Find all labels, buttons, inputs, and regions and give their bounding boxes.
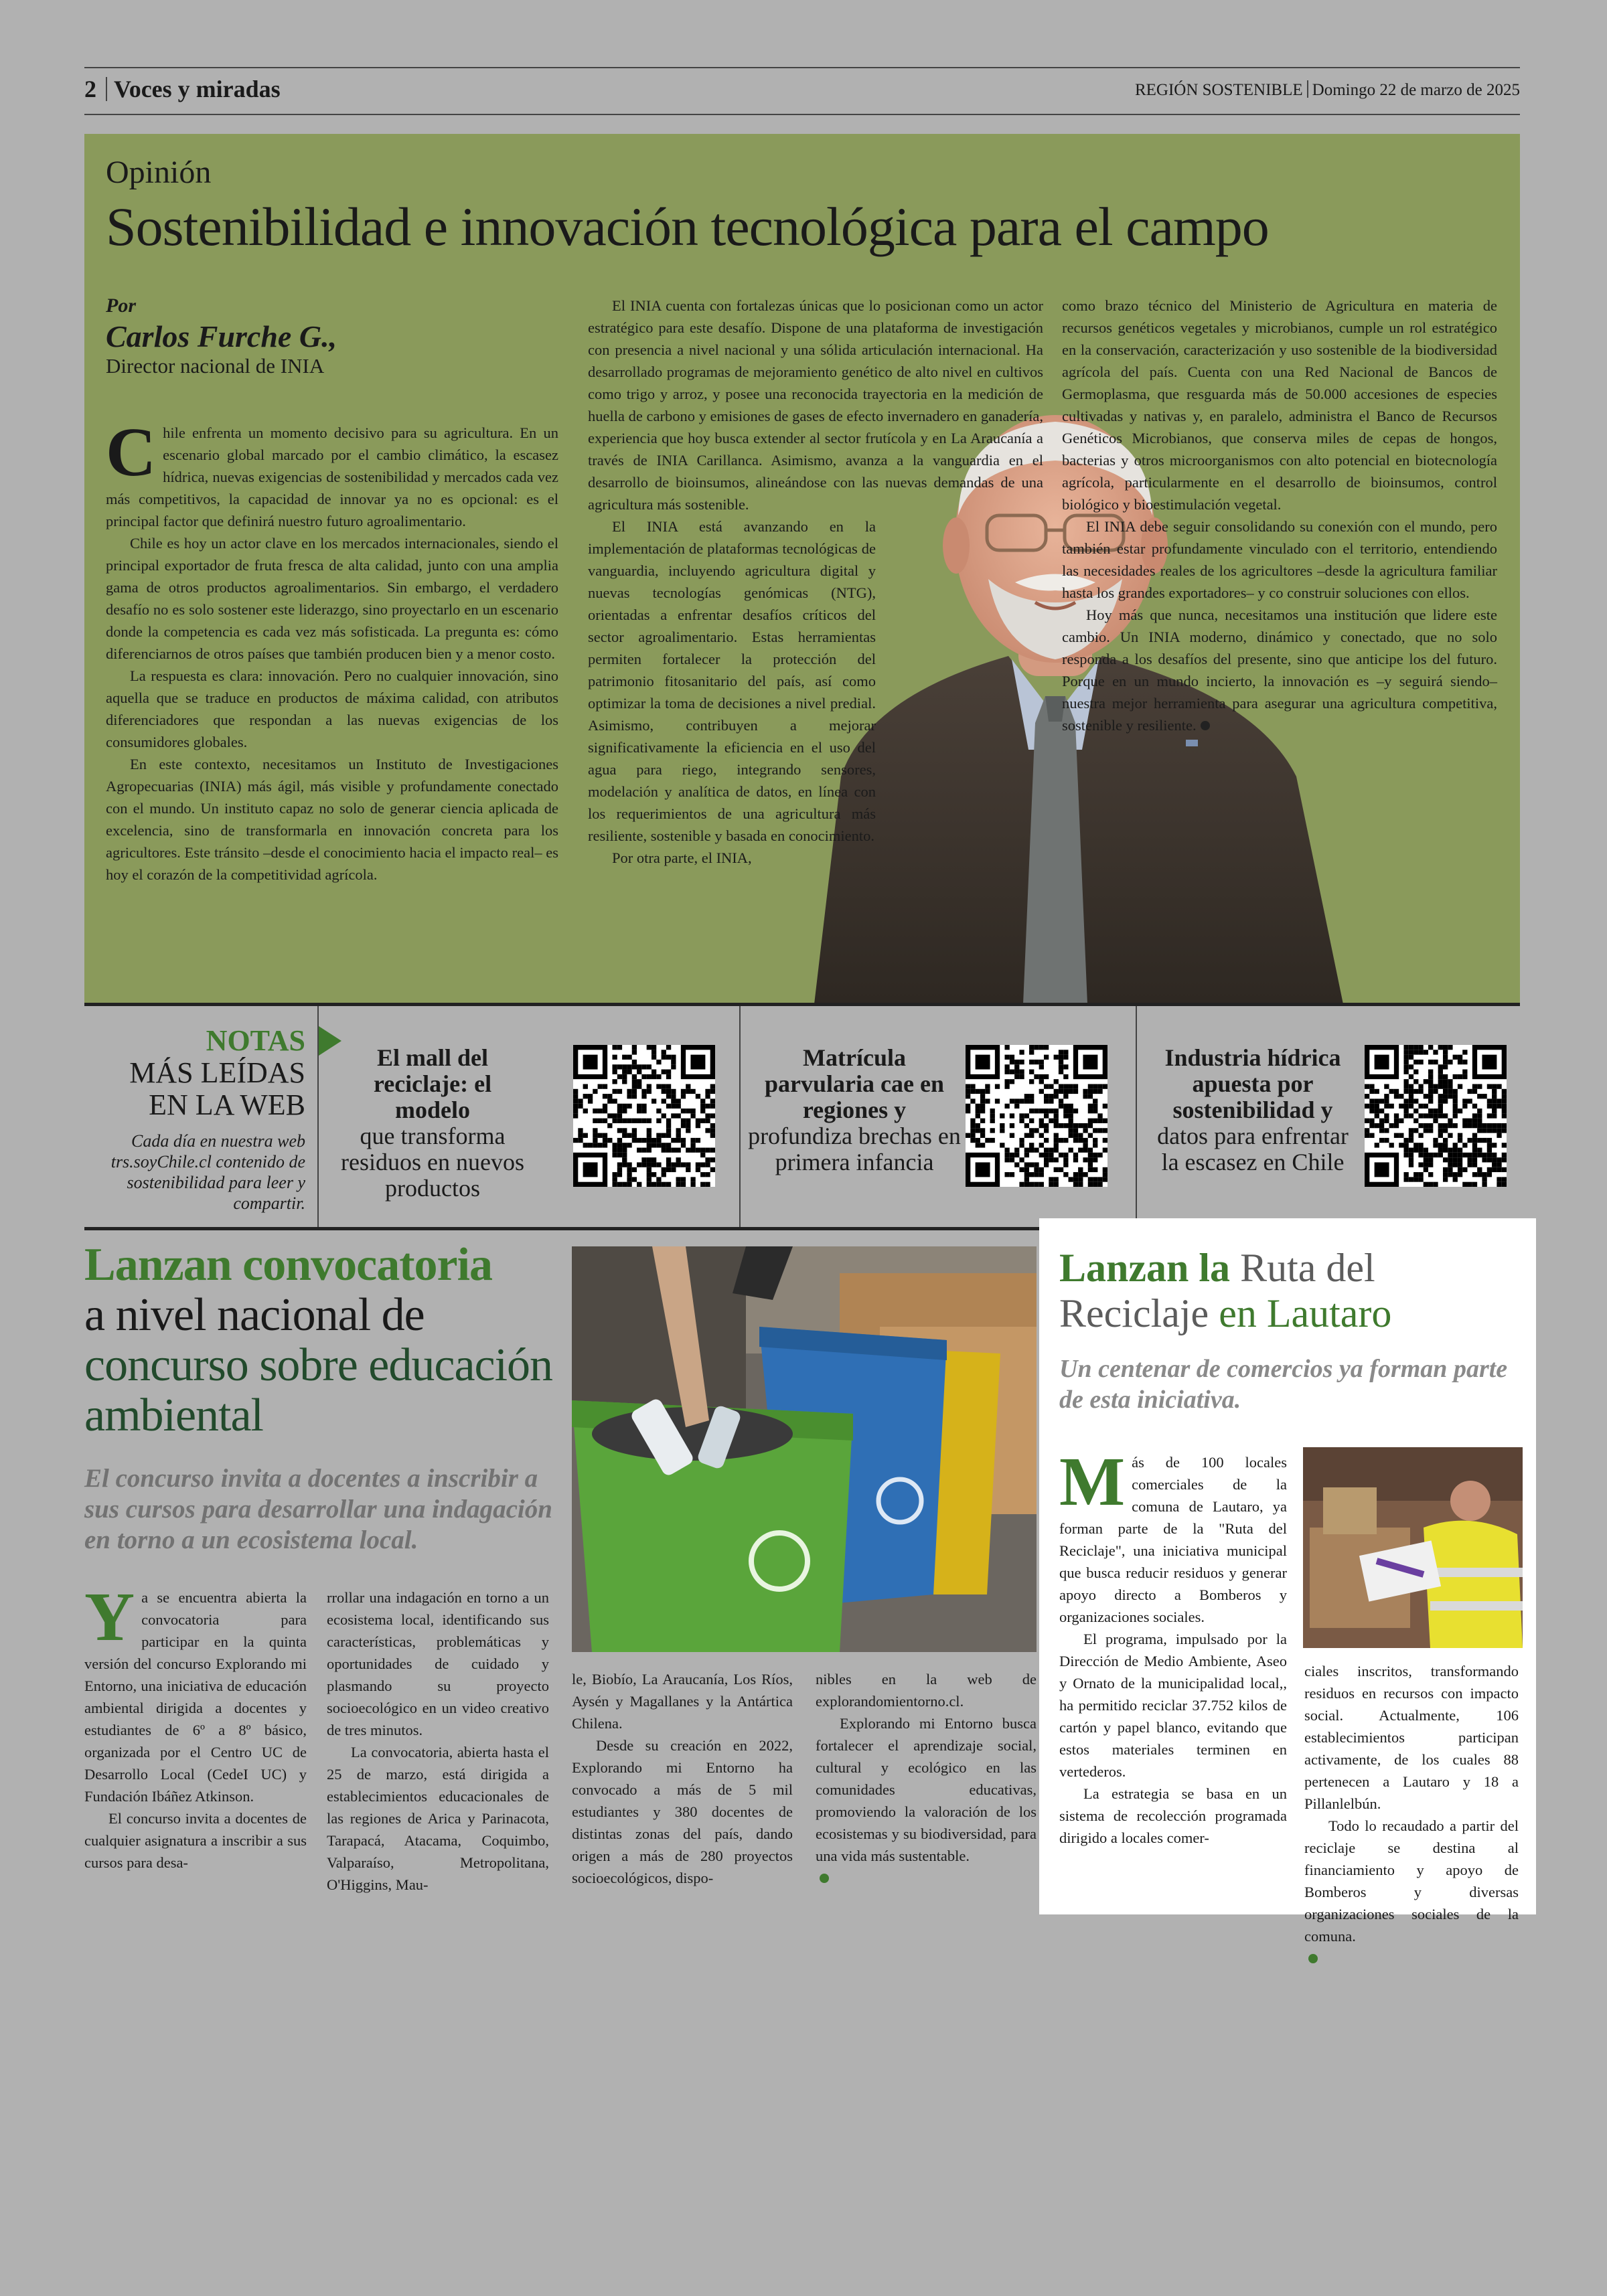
opinion-paragraph: Por otra parte, el INIA, — [612, 849, 752, 866]
column-divider — [1136, 1006, 1137, 1227]
opinion-column-1 — [106, 414, 558, 886]
headline-line-1: Lanzan convocatoria — [84, 1239, 493, 1291]
article-paragraph — [1059, 1443, 1287, 1628]
article-paragraph: ciales inscritos, transformando residuos en recursos con impacto social. Actualmente, 106 establecimientos participan activamente, de los cuales 88 pertenecen a Lautaro y 18 a Pillanlelbún. — [1304, 1663, 1519, 1812]
article-paragraph: Desde su creación en 2022, Explorando mi Entorno ha convocado a más de 5 mil estudiantes y 380 docentes de distintas zonas del país, dando origen a más de 280 proyectos socioecológicos, dispo- — [572, 1737, 793, 1886]
opinion-paragraph: Chile es hoy un actor clave en los mercados internacionales, siendo el principal exportador de fruta fresca de alta calidad, junto con una amplia gama de otros productos agroalimentarios. Sin embargo, el verdadero desafío no es solo sostener este liderazgo, sino proyectarlo en un escenario donde la competencia es cada vez más sofisticada. La pregunta es: cómo diferenciarnos de otros países que también producen bien y a menor costo. — [106, 535, 558, 662]
byline-por: Por — [106, 295, 136, 317]
item-title-bold: Matrícula parvularia cae en regiones y — [765, 1044, 944, 1123]
boxed-article-column-1 — [1059, 1443, 1287, 1849]
article-paragraph: La convocatoria, abierta hasta el 25 de marzo, está dirigida a establecimientos educacionales de las regiones de Arica y Parinacota, Tarapacá, Atacama, Coquimbo, Valparaíso, Metropolitana, O'Higgins, Mau- — [327, 1744, 549, 1893]
boxed-article-headline — [1059, 1245, 1521, 1336]
paragraph-text: ás de 100 locales comerciales de la comuna de Lautaro, ya forman parte de la "Ruta del Reciclaje", una iniciativa municipal que busca reducir residuos y generar apoyo directo a Bomberos y organizaciones sociales. — [1059, 1454, 1287, 1625]
most-read-item-3[interactable] — [1149, 1045, 1357, 1175]
author-name: Carlos Furche G., — [106, 319, 337, 353]
article-paragraph: El programa, impulsado por la Dirección de Medio Ambiente, Aseo y Ornato de la municipalidad local,, ha permitido reciclar 37.752 kilos de cartón y papel blanco, evitando que estos materiales terminen en vertederos. — [1059, 1631, 1287, 1780]
issue-date: Domingo 22 de marzo de 2025 — [1312, 81, 1520, 99]
paragraph-text: a se encuentra abierta la convocatoria para participar en la quinta versión del concurso Explorando mi Entorno, una iniciativa de educación ambiental dirigida a docentes y estudiantes de 6º a 8º básico, organizada por el Centro UC de Desarrollo Local (CedeI UC) y Fundación Ibáñez Atkinson. — [84, 1589, 307, 1805]
most-read-item-1[interactable] — [333, 1045, 532, 1202]
article-paragraph: nibles en la web de explorandomientorno.cl. — [816, 1671, 1037, 1710]
byline — [106, 295, 575, 378]
article2-column-3 — [572, 1668, 793, 1889]
publication-name: REGIÓN SOSTENIBLE — [1134, 81, 1303, 99]
opinion-paragraph: El INIA está avanzando en la implementación de plataformas tecnológicas de vanguardia, incluyendo agricultura digital y nuevas tecnologías genómicas (NTG), orientadas a enfrentar desafíos críticos del sector agroalimentario. Estas herramientas permiten fortalecer la protección del patrimonio fitosanitario del país, así como optimizar la toma de decisiones a nivel predial. Asimismo, contribuyen a mejorar significativamente la eficiencia en el uso del agua para riego, integrando sensores, modelación y analítica de datos, en línea con los requerimientos de una agricultura más resiliente, sostenible y basada en conocimiento. — [588, 518, 876, 844]
opinion-paragraph — [106, 414, 558, 532]
item-title-bold: Industria hídrica apuesta por sostenibilidad y — [1164, 1044, 1341, 1123]
article2-column-4 — [816, 1668, 1037, 1889]
boxed-article-column-2 — [1304, 1660, 1519, 1969]
header-divider — [106, 77, 107, 101]
dropcap: M — [1059, 1443, 1126, 1520]
opinion-paragraph: Hoy más que nunca, necesitamos una institución que lidere este cambio. Un INIA moderno, dinámico y conectado, que no solo responda a los desafíos del presente, sino que anticipe los del futuro. Porque en un mundo incierto, la innovación es –y seguirá siendo– nuestra mejor herramienta para asegurar una agricultura competitiva, sostenible y resiliente. — [1062, 606, 1497, 734]
section-name: Voces y miradas — [114, 76, 281, 102]
article-paragraph: rrollar una indagación en torno a un ecosistema local, identificando sus características, problemáticas y oportunidades de cuidado y plasmando su proyecto socioecológico en un video creativo de tres minutos. — [327, 1589, 549, 1738]
column-divider — [739, 1006, 741, 1227]
qr-code-icon[interactable] — [573, 1045, 715, 1187]
paragraph-text: hile enfrenta un momento decisivo para su agricultura. En un escenario global marcado por el cambio climático, la escasez hídrica, nuevas exigencias de sostenibilidad y mercados cada vez más competitivos, la capacidad de innovar ya no es opcional: es el principal factor que definirá nuestro futuro agroalimentario. — [106, 424, 558, 529]
article-paragraph: Todo lo recaudado a partir del reciclaje se destina al financiamiento y apoyo de Bomberos y diversas organizaciones sociales de la comuna. — [1304, 1817, 1519, 1945]
item-title-rest: datos para enfrentar la escasez en Chile — [1157, 1123, 1349, 1175]
opinion-title: Sostenibilidad e innovación tecnológica para el campo — [106, 196, 1269, 257]
page-header — [84, 67, 1520, 115]
item-title-rest: que transforma residuos en nuevos productos — [341, 1123, 524, 1202]
headline-part-a: Lanzan la — [1059, 1246, 1231, 1290]
most-read-subtext: Cada día en nuestra web trs.soyChile.cl contenido de sostenibilidad para leer y compartir. — [110, 1131, 305, 1213]
most-read-heading — [84, 1025, 305, 1214]
article-deck: El concurso invita a docentes a inscribir a sus cursos para desarrollar una indagación en torno a un ecosistema local. — [84, 1464, 552, 1554]
end-mark — [1201, 721, 1210, 730]
opinion-paragraph: El INIA cuenta con fortalezas únicas que lo posicionan como un actor estratégico para este desafío. Dispone de una plataforma de investigación con presencia a nivel nacional y una sólida articulación internacional. Ha desarrollado programas de mejoramiento genético de alto nivel en cultivos como trigo y arroz, y posee una reconocida trayectoria en la medición de huella de carbono y emisiones de gases de efecto invernadero en ganadería, experiencia que hoy busca extender al sector frutícola y en La Araucanía a través de INIA Carillanca. Asimismo, avanza a la vanguardia en el desarrollo de bioinsumos, alineándose con las nuevas demandas de una agricultura más sostenible. — [588, 297, 1043, 513]
most-read-label-line2: MÁS LEÍDAS — [129, 1056, 305, 1089]
header-right — [1135, 80, 1520, 100]
author-role: Director nacional de INIA — [106, 354, 325, 378]
article-paragraph: La estrategia se basa en un sistema de recolección programada dirigido a locales comer- — [1059, 1785, 1287, 1846]
qr-code-icon[interactable] — [1365, 1045, 1507, 1187]
header-divider-2 — [1307, 80, 1308, 98]
opinion-column-2 — [588, 295, 1043, 869]
dropcap: Y — [84, 1578, 135, 1655]
headline-line-3: concurso sobre educación ambiental — [84, 1339, 553, 1441]
headline-part-c: en Lautaro — [1219, 1291, 1392, 1335]
article2-column-1 — [84, 1578, 307, 1874]
firefighters-recycling-photo — [1303, 1447, 1523, 1648]
opinion-paragraph: La respuesta es clara: innovación. Pero no cualquier innovación, sino aquella que se traduce en productos de máxima calidad, con atributos diferenciadores que respondan a las nuevas exigencias de los consumidores globales. — [106, 667, 558, 750]
item-title-rest: profundiza brechas en primera infancia — [748, 1123, 961, 1175]
header-left — [84, 75, 281, 103]
opinion-paragraph: como brazo técnico del Ministerio de Agricultura en materia de recursos genéticos vegetales y microbianos, cumple un rol estratégico en la conservación, caracterización y uso sostenible de la biodiversidad agrícola del país. Cuenta con una Red Nacional de Bancos de Germoplasma, que resguarda más de 50.000 accesiones de especies cultivadas y nativas y, en paralelo, administra el Banco de Recursos Genéticos Microbianos, que conserva miles de cepas de hongos, bacterias y otros microorganismos con alto potencial en biotecnología agrícola, particularmente en el desarrollo de bioinsumos, control biológico y bioestimulación vegetal. — [1062, 297, 1497, 513]
article-paragraph — [84, 1578, 307, 1807]
article-paragraph: le, Biobío, La Araucanía, Los Ríos, Aysén y Magallanes y la Antártica Chilena. — [572, 1671, 793, 1732]
article-paragraph: El concurso invita a docentes de cualquier asignatura a inscribir a sus cursos para desa- — [84, 1810, 307, 1871]
most-read-item-2[interactable] — [747, 1045, 962, 1175]
end-mark — [820, 1874, 829, 1883]
headline-line-2: a nivel nacional de — [84, 1289, 425, 1341]
item-title-bold: El mall del reciclaje: el modelo — [373, 1044, 492, 1123]
article2-column-2 — [327, 1586, 549, 1896]
dropcap: C — [106, 414, 157, 491]
page-number: 2 — [84, 76, 96, 102]
boxed-article-deck: Un centenar de comercios ya forman parte de esta iniciativa. — [1059, 1355, 1508, 1414]
opinion-section — [84, 134, 1520, 1003]
recycling-bins-photo — [572, 1246, 1037, 1652]
boxed-article — [1039, 1218, 1536, 1945]
column-divider — [317, 1006, 319, 1227]
most-read-label-line3: EN LA WEB — [149, 1088, 305, 1121]
headline-part-b: Ruta del Reciclaje — [1059, 1246, 1375, 1335]
opinion-kicker: Opinión — [106, 155, 212, 190]
end-mark — [1308, 1954, 1318, 1963]
opinion-paragraph: El INIA debe seguir consolidando su conexión con el mundo, pero también estar profundamente vinculado con el territorio, entendiendo las necesidades reales de los agricultores –desde la agricultura familiar hasta los grandes exportadores– y co construir soluciones con ellos. — [1062, 518, 1497, 601]
article-paragraph: Explorando mi Entorno busca fortalecer el aprendizaje social, cultural y ecológico en las comunidades educativas, promoviendo la valoración de los ecosistemas y su biodiversidad, para una vida más sustentable. — [816, 1715, 1037, 1864]
most-read-label-notas: NOTAS — [206, 1024, 305, 1057]
article-headline — [84, 1240, 580, 1441]
most-read-strip — [84, 1003, 1520, 1230]
qr-code-icon[interactable] — [966, 1045, 1107, 1187]
opinion-column-3 — [1062, 295, 1497, 736]
opinion-paragraph: En este contexto, necesitamos un Instituto de Investigaciones Agropecuarias (INIA) más ágil, más visible y profundamente conectado con el mundo. Un instituto capaz no solo de generar ciencia aplicada de excelencia, sino de transformarla en innovación concreta para los agricultores. Este tránsito –desde el conocimiento hacia el impacto real– es hoy el corazón de la competitividad agrícola. — [106, 756, 558, 883]
